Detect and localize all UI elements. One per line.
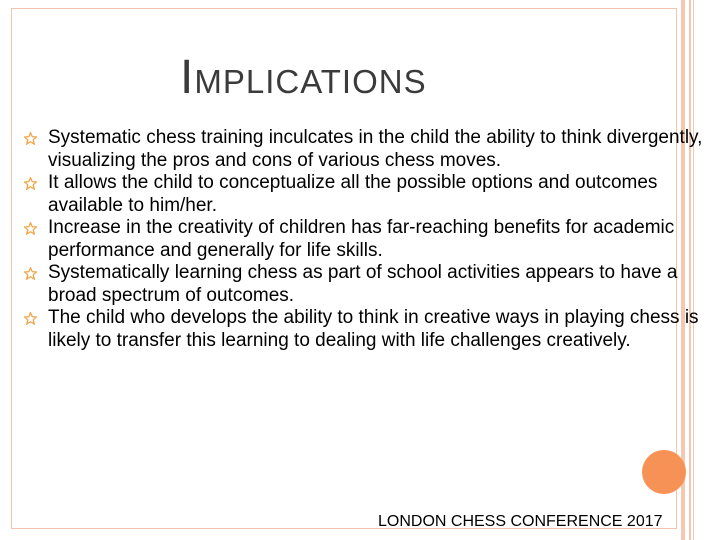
bullet-item: It allows the child to conceptualize all the possible options and outcomes available to him/her. (24, 172, 704, 217)
footer-text: LONDON CHESS CONFERENCE 2017 (378, 513, 663, 530)
slide-title: IMPLICATIONS (180, 51, 427, 104)
bullet-item: Systematically learning chess as part of school activities appears to have a broad spectrum of outcomes. (24, 262, 704, 307)
star-bullet-icon (24, 267, 37, 280)
bullet-item: The child who develops the ability to think in creative ways in playing chess is likely to transfer this learning to dealing with life challenges creatively. (24, 307, 704, 352)
bullet-list (24, 127, 704, 352)
star-bullet-icon (24, 222, 37, 235)
bullet-item: Increase in the creativity of children has far-reaching benefits for academic performance and generally for life skills. (24, 217, 704, 262)
decorative-circle (642, 450, 686, 494)
star-bullet-icon (24, 312, 37, 325)
bullet-item: Systematic chess training inculcates in the child the ability to think divergently, visualizing the pros and cons of various chess moves. (24, 127, 704, 172)
star-bullet-icon (24, 177, 37, 190)
star-bullet-icon (24, 132, 37, 145)
